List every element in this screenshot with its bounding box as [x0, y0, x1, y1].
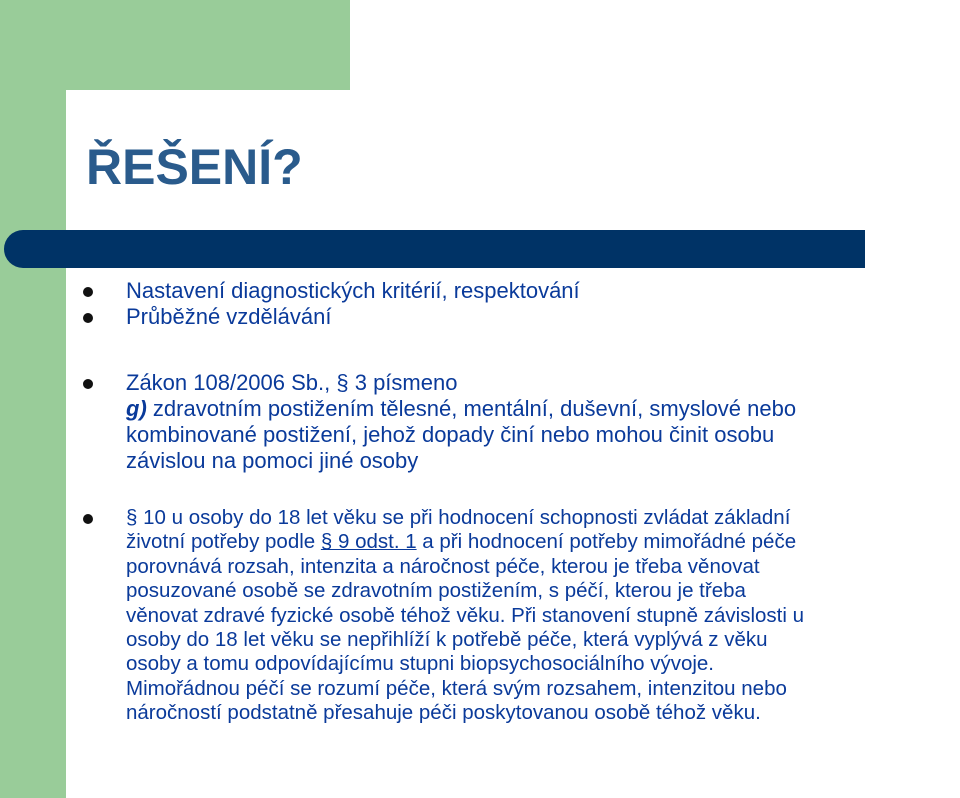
bullet-text: závislou na pomoci jiné osoby	[126, 448, 419, 473]
bullet-dot-icon	[83, 514, 93, 524]
bullet-text-part: zdravotním postižením tělesné, mentální, duševní, smyslové nebo	[152, 396, 797, 421]
bullet-text: kombinované postižení, jehož dopady činí nebo mohou činit osobu	[126, 422, 775, 447]
law-reference-link[interactable]: § 9 odst. 1	[320, 530, 417, 554]
bullet-item	[80, 506, 956, 726]
green-top-band	[0, 0, 350, 90]
bullet-text: § 10 u osoby do 18 let věku se při hodnocení schopnosti zvládat základní	[126, 506, 791, 529]
bullet-item	[80, 278, 956, 304]
bullet-item	[80, 370, 956, 474]
bullet-text: Nastavení diagnostických kritérií, respektování	[126, 278, 580, 303]
bullet-text: posuzované osobě se zdravotním postižením, s péčí, kterou je třeba	[126, 579, 746, 603]
bullet-text: osoby a tomu odpovídajícímu stupni biopsychosociálního vývoje.	[126, 652, 715, 676]
title-underline-bar	[4, 230, 865, 268]
bullet-list	[80, 278, 956, 726]
list-letter: g)	[126, 396, 147, 421]
bullet-dot-icon	[83, 313, 93, 323]
bullet-text: osoby do 18 let věku se nepřihlíží k potřebě péče, která vyplývá z věku	[126, 628, 768, 652]
bullet-text: náročností podstatně přesahuje péči poskytovanou osobě téhož věku.	[126, 701, 761, 725]
bullet-text-part: a při hodnocení potřeby mimořádné péče	[416, 530, 797, 554]
green-side-band	[0, 0, 66, 798]
bullet-text: věnovat zdravé fyzické osobě téhož věku. Při stanovení stupně závislosti u	[126, 603, 805, 627]
slide-title: ŘEŠENÍ?	[86, 139, 303, 195]
bullet-text: porovnává rozsah, intenzita a náročnost péče, kterou je třeba věnovat	[126, 554, 760, 578]
bullet-text: Zákon 108/2006 Sb., § 3 písmeno	[126, 370, 458, 395]
bullet-item	[80, 304, 956, 330]
bullet-text: Mimořádnou péčí se rozumí péče, která svým rozsahem, intenzitou nebo	[126, 676, 787, 700]
bullet-dot-icon	[83, 287, 93, 297]
bullet-text	[126, 530, 956, 554]
bullet-dot-icon	[83, 379, 93, 389]
bullet-text: Průběžné vzdělávání	[126, 304, 332, 329]
bullet-text	[126, 396, 956, 422]
bullet-text-part: životní potřeby podle	[126, 530, 321, 554]
